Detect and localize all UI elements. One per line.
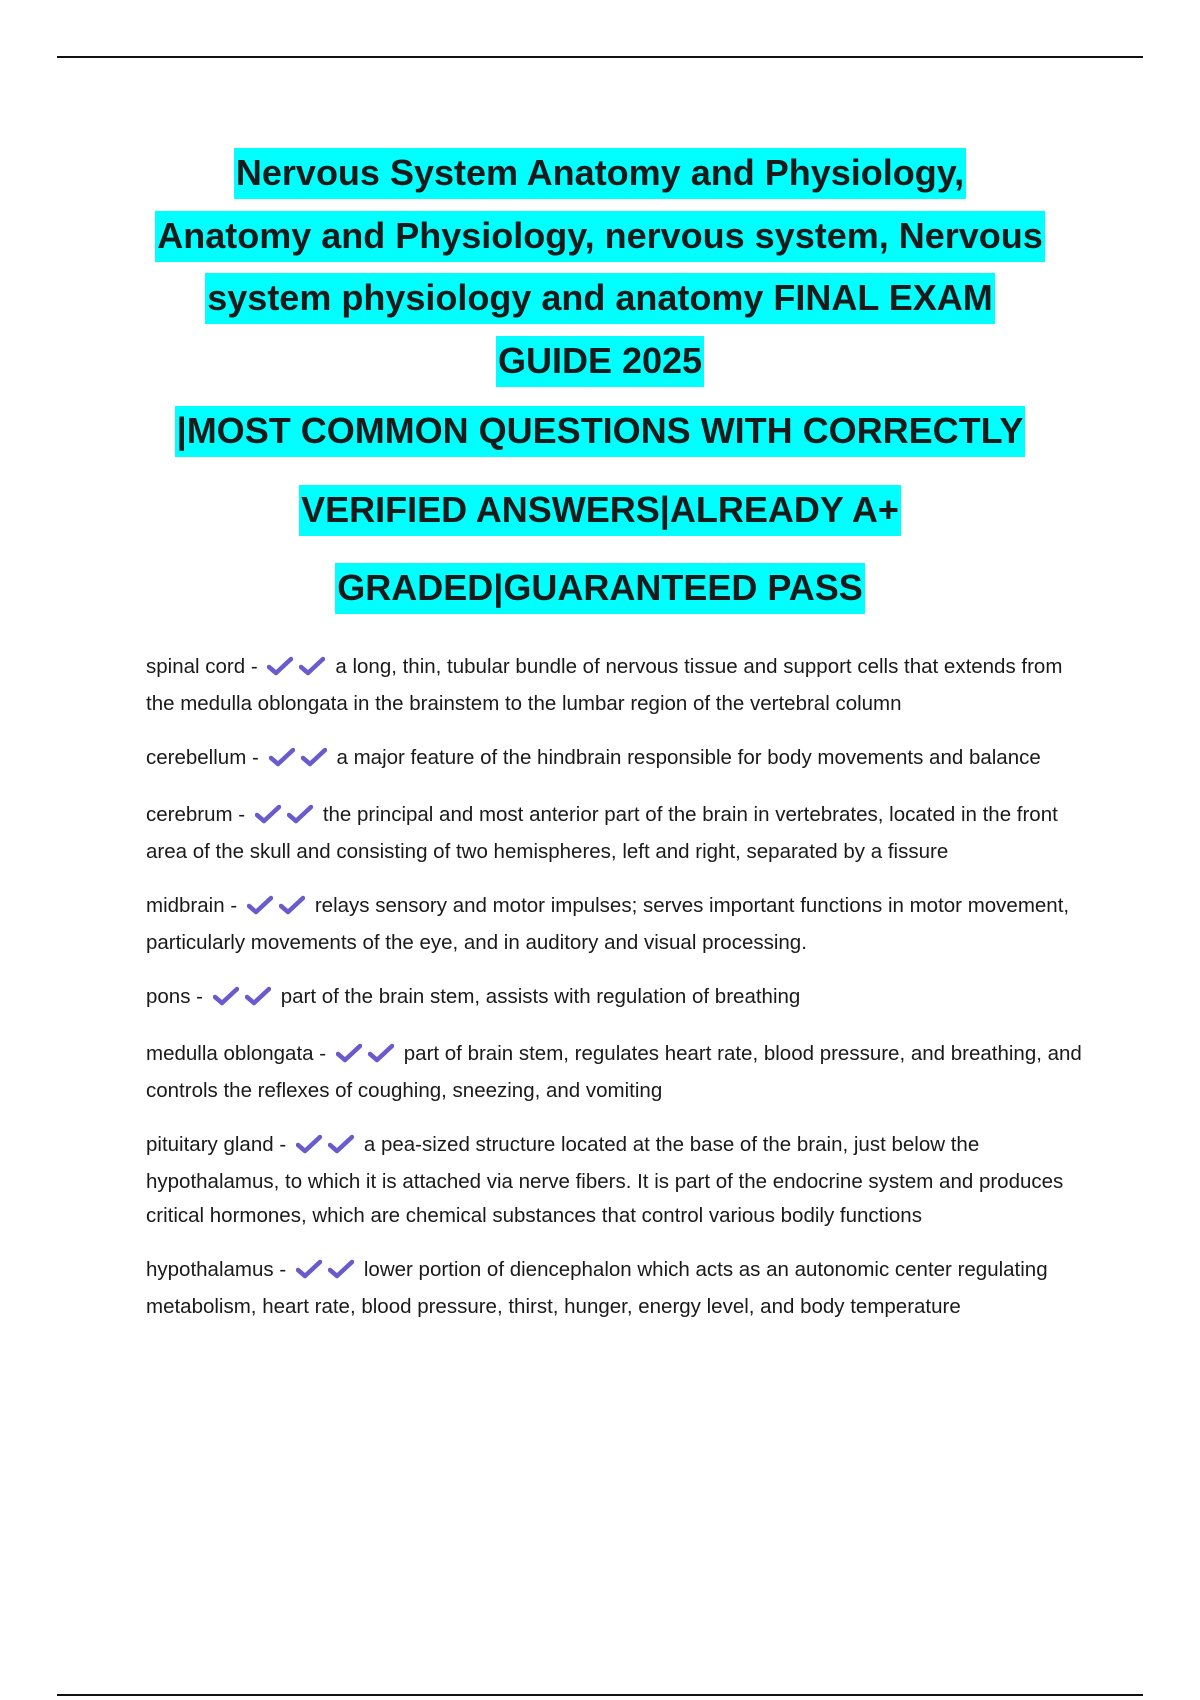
verified-checks [269, 744, 333, 778]
glossary-entry [146, 741, 1086, 778]
entry-definition: a major feature of the hindbrain responsible for body movements and balance [336, 746, 1041, 769]
glossary-list [146, 650, 1086, 1344]
entry-term: pituitary gland [146, 1133, 274, 1156]
entry-term: cerebellum [146, 746, 247, 769]
check-mark-icon [279, 895, 305, 915]
verified-checks [247, 892, 311, 926]
title-line: GUIDE 2025 [100, 330, 1100, 393]
check-mark-icon [299, 656, 325, 676]
glossary-entry [146, 798, 1086, 869]
check-mark-icon [247, 895, 273, 915]
verified-checks [267, 653, 331, 687]
entry-separator: - [190, 985, 209, 1008]
verified-checks [255, 801, 319, 835]
entry-definition: lower portion of diencephalon which acts as an autonomic center regulating metabolism, heart rate, blood pressure, thirst, hunger, energy level, and body temperature [146, 1258, 1048, 1318]
entry-term: medulla oblongata [146, 1042, 314, 1065]
entry-term: cerebrum [146, 803, 233, 826]
check-mark-icon [296, 1259, 322, 1279]
entry-term: midbrain [146, 894, 225, 917]
check-mark-icon [255, 804, 281, 824]
entry-term: spinal cord [146, 655, 246, 678]
check-mark-icon [296, 1134, 322, 1154]
glossary-entry [146, 650, 1086, 721]
verified-checks [296, 1256, 360, 1290]
entry-separator: - [246, 746, 265, 769]
entry-term: hypothalamus [146, 1258, 274, 1281]
entry-definition: relays sensory and motor impulses; serves important functions in motor movement, particularly movements of the eye, and in auditory and visual processing. [146, 894, 1070, 954]
entry-separator: - [224, 894, 243, 917]
check-mark-icon [336, 1043, 362, 1063]
entry-separator: - [245, 655, 264, 678]
glossary-entry [146, 1253, 1086, 1324]
entry-separator: - [313, 1042, 332, 1065]
entry-term: pons [146, 985, 191, 1008]
verified-checks [296, 1131, 360, 1165]
bottom-divider [57, 1694, 1143, 1696]
check-mark-icon [328, 1259, 354, 1279]
glossary-entry [146, 980, 1086, 1017]
glossary-entry [146, 1128, 1086, 1233]
check-mark-icon [245, 986, 271, 1006]
entry-definition: a long, thin, tubular bundle of nervous tissue and support cells that extends from the medulla oblongata in the brainstem to the lumbar region of the vertebral column [146, 655, 1063, 715]
glossary-entry [146, 889, 1086, 960]
top-divider [57, 56, 1143, 58]
entry-definition: the principal and most anterior part of the brain in vertebrates, located in the front area of the skull and consisting of two hemispheres, left and right, separated by a fissure [146, 803, 1058, 863]
title-line: system physiology and anatomy FINAL EXAM [100, 267, 1100, 330]
verified-checks [213, 983, 277, 1017]
entry-separator: - [273, 1133, 292, 1156]
title-line: Anatomy and Physiology, nervous system, Nervous [100, 205, 1100, 268]
check-mark-icon [267, 656, 293, 676]
check-mark-icon [301, 747, 327, 767]
subtitle-line: GRADED|GUARANTEED PASS [100, 549, 1100, 628]
check-mark-icon [269, 747, 295, 767]
subtitle-line: VERIFIED ANSWERS|ALREADY A+ [100, 471, 1100, 550]
entry-separator: - [232, 803, 251, 826]
entry-separator: - [273, 1258, 292, 1281]
check-mark-icon [213, 986, 239, 1006]
subtitle-line: |MOST COMMON QUESTIONS WITH CORRECTLY [100, 392, 1100, 471]
document-title [100, 142, 1100, 628]
check-mark-icon [328, 1134, 354, 1154]
check-mark-icon [368, 1043, 394, 1063]
title-line: Nervous System Anatomy and Physiology, [100, 142, 1100, 205]
entry-definition: part of the brain stem, assists with regulation of breathing [280, 985, 801, 1008]
check-mark-icon [287, 804, 313, 824]
entry-definition: part of brain stem, regulates heart rate, blood pressure, and breathing, and controls the reflexes of coughing, sneezing, and vomiting [146, 1042, 1082, 1102]
glossary-entry [146, 1037, 1086, 1108]
entry-definition: a pea-sized structure located at the base of the brain, just below the hypothalamus, to which it is attached via nerve fibers. It is part of the endocrine system and produces critical hormones, which are chemical substances that control various bodily functions [146, 1133, 1064, 1227]
verified-checks [336, 1040, 400, 1074]
